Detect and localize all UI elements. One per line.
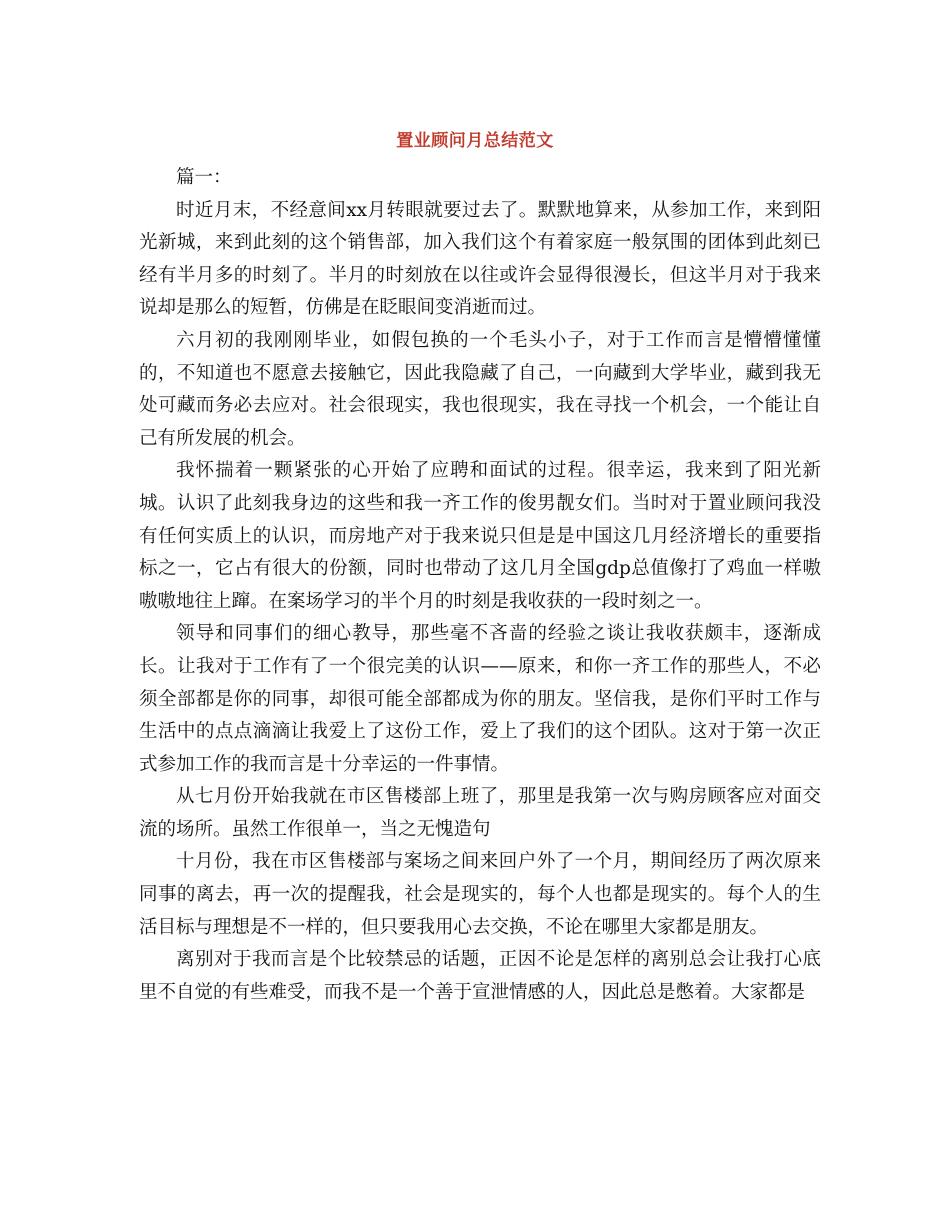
paragraph-4: 领导和同事们的细心教导，那些毫不吝啬的经验之谈让我收获颇丰，逐渐成长。让我对于工作有了一个很完美的认识——原来，和你一齐工作的那些人，不必须全部都是你的同事，却很可能全部都成为你的朋友。坚信我，是你们平时工作与生活中的点点滴滴让我爱上了这份工作，爱上了我们的这个团队。这对于第一次正式参加工作的我而言是十分幸运的一件事情。: [139, 623, 821, 775]
paragraph-6: 十月份，我在市区售楼部与案场之间来回户外了一个月，期间经历了两次原来同事的离去，再一次的提醒我，社会是现实的，每个人也都是现实的。每个人的生活目标与理想是不一样的，但只要我用心去交换，不论在哪里大家都是朋友。: [139, 851, 821, 938]
paragraph-3: 我怀揣着一颗紧张的心开始了应聘和面试的过程。很幸运，我来到了阳光新城。认识了此刻我身边的这些和我一齐工作的俊男靓女们。当时对于置业顾问我没有任何实质上的认识，而房地产对于我来说只但是是中国这几月经济增长的重要指标之一，它占有很大的份额，同时也带动了这几月全国gdp总值像打了鸡血一样嗷嗷嗷地往上蹿。在案场学习的半个月的时刻是我收获的一段时刻之一。: [139, 460, 821, 612]
document-body: [139, 158, 821, 1009]
section-label: 篇一：: [176, 167, 232, 188]
paragraph-5: 从七月份开始我就在市区售楼部上班了，那里是我第一次与购房顾客应对面交流的场所。虽然工作很单一，当之无愧造句: [139, 786, 821, 840]
paragraph-7: 离别对于我而言是个比较禁忌的话题，正因不论是怎样的离别总会让我打心底里不自觉的有些难受，而我不是一个善于宣泄情感的人，因此总是憋着。大家都是: [139, 949, 821, 1003]
document-title: 置业顾问月总结范文: [396, 131, 554, 151]
paragraph-1: 时近月末，不经意间xx月转眼就要过去了。默默地算来，从参加工作，来到阳光新城，来到此刻的这个销售部，加入我们这个有着家庭一般氛围的团体到此刻已经有半月多的时刻了。半月的时刻放在以往或许会显得很漫长，但这半月对于我来说却是那么的短暂，仿佛是在眨眼间变消逝而过。: [139, 199, 821, 319]
paragraph-2: 六月初的我刚刚毕业，如假包换的一个毛头小子，对于工作而言是懵懵懂懂的，不知道也不愿意去接触它，因此我隐藏了自己，一向藏到大学毕业，藏到我无处可藏而务必去应对。社会很现实，我也很现实，我在寻找一个机会，一个能让自己有所发展的机会。: [139, 329, 821, 449]
